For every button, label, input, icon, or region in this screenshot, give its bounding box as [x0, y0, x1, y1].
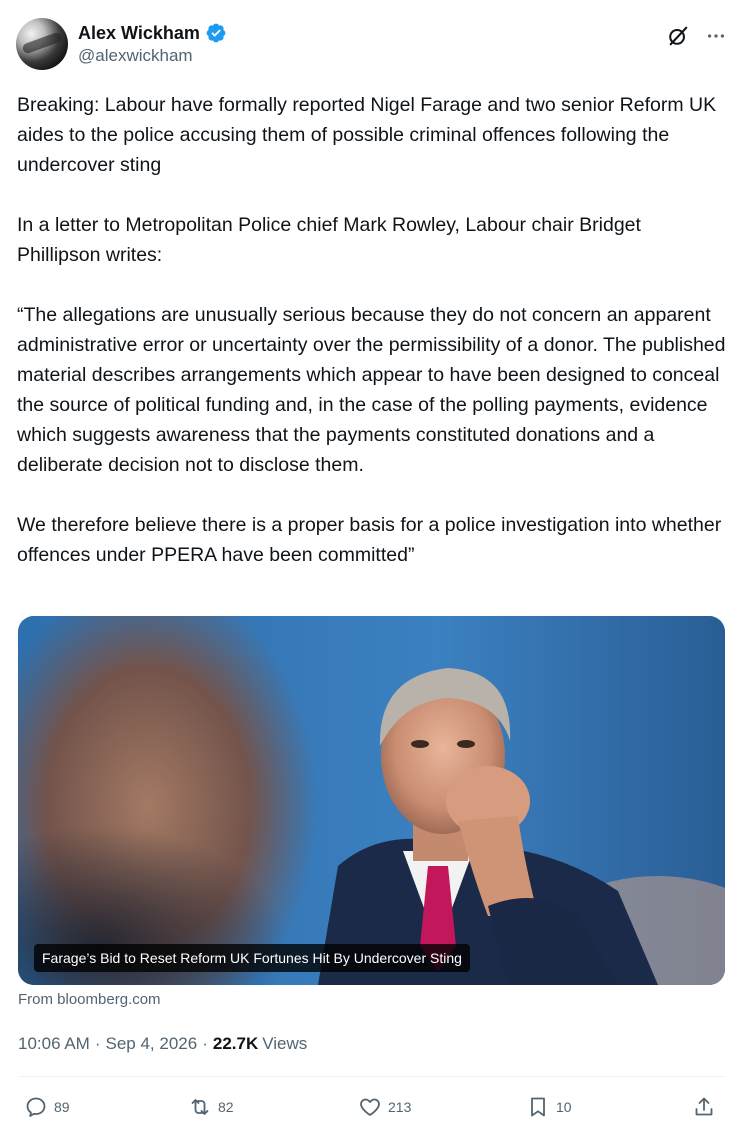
views-count: 22.7K — [212, 1034, 259, 1053]
tweet-time[interactable]: 10:06 AM — [18, 1034, 90, 1053]
repost-count: 82 — [218, 1099, 234, 1115]
meta-separator: · — [202, 1034, 208, 1053]
tweet-date[interactable]: Sep 4, 2026 — [105, 1034, 198, 1053]
author-names — [78, 22, 227, 67]
bookmark-icon — [526, 1095, 550, 1119]
tweet-paragraph: In a letter to Metropolitan Police chief Mark Rowley, Labour chair Bridget Phillipson writes: — [17, 214, 641, 266]
tweet-paragraph: “The allegations are unusually serious because they do not concern an apparent administrative error or uncertainty over the permissibility of a donor. The published material describes arrangements which appear to have been designed to conceal the source of political funding and, in the case of the polling payments, evidence which suggests awareness that the payments constituted donations and a deliberate decision not to disclose them. — [17, 304, 726, 476]
tweet-header — [16, 18, 728, 78]
repost-button[interactable] — [188, 1092, 234, 1122]
card-photo — [18, 616, 725, 985]
reply-icon — [24, 1095, 48, 1119]
verified-badge-icon — [205, 22, 227, 44]
header-actions — [666, 24, 728, 48]
like-count: 213 — [388, 1099, 412, 1115]
grok-icon[interactable] — [666, 24, 690, 48]
bookmark-count: 10 — [556, 1099, 572, 1115]
share-button[interactable] — [692, 1092, 716, 1122]
heart-icon — [358, 1095, 382, 1119]
tweet-paragraph: Breaking: Labour have formally reported Nigel Farage and two senior Reform UK aides to the police accusing them of possible criminal offences following the undercover sting — [17, 94, 717, 176]
like-button[interactable] — [358, 1092, 411, 1122]
tweet-paragraph: We therefore believe there is a proper basis for a police investigation into whether offences under PPERA have been committed” — [17, 514, 722, 566]
avatar[interactable] — [16, 18, 68, 70]
divider — [18, 1076, 725, 1077]
repost-icon — [188, 1095, 212, 1119]
share-icon — [692, 1095, 716, 1119]
handle[interactable]: @alexwickham — [78, 46, 193, 65]
display-name-row — [78, 22, 227, 44]
card-source[interactable]: From bloomberg.com — [18, 991, 161, 1008]
meta-separator: · — [94, 1034, 101, 1053]
more-icon[interactable] — [704, 24, 728, 48]
display-name[interactable]: Alex Wickham — [78, 23, 200, 43]
tweet-meta — [18, 1032, 307, 1056]
link-card-image[interactable] — [18, 616, 725, 985]
action-bar — [18, 1092, 725, 1122]
card-title[interactable]: Farage’s Bid to Reset Reform UK Fortunes Hit By Undercover Sting — [34, 944, 470, 972]
reply-count: 89 — [54, 1099, 70, 1115]
reply-button[interactable] — [24, 1092, 70, 1122]
views-label: Views — [262, 1034, 308, 1053]
tweet-text — [17, 90, 729, 570]
bookmark-button[interactable] — [526, 1092, 572, 1122]
